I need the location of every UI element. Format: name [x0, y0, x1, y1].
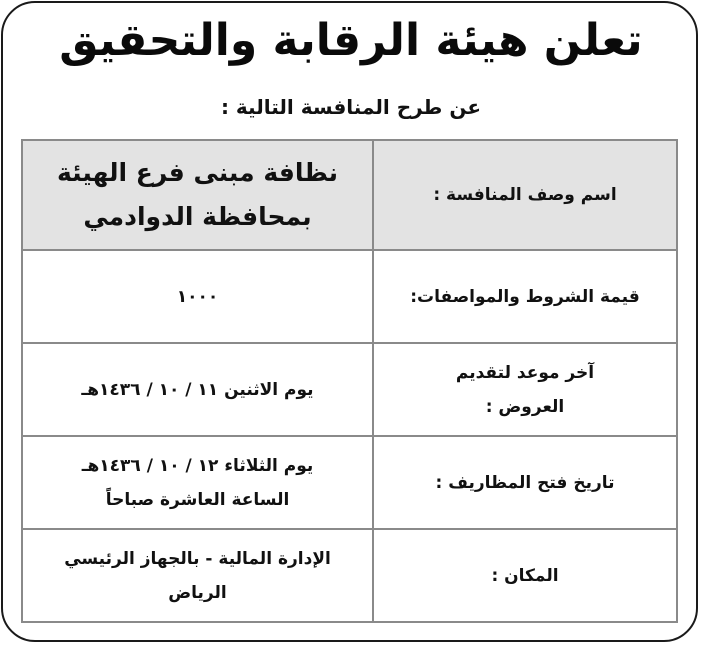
tender-name-line-2: بمحافظة الدوادمي [83, 202, 312, 231]
specs-price-label: قيمة الشروط والمواصفات: [373, 250, 677, 343]
envelope-opening-label: تاريخ فتح المظاريف : [373, 436, 677, 529]
location-value [22, 529, 373, 622]
envelope-opening-value [22, 436, 373, 529]
table-row-submission-deadline [22, 343, 677, 436]
announcement-title: تعلن هيئة الرقابة والتحقيق [59, 15, 643, 66]
announcement-subtitle: عن طرح المنافسة التالية : [220, 95, 482, 119]
table-row-envelope-opening [22, 436, 677, 529]
specs-price-value: ١٠٠٠ [22, 250, 373, 343]
tender-name-value [22, 140, 373, 250]
location-label: المكان : [373, 529, 677, 622]
tender-name-line-1: نظافة مبنى فرع الهيئة [57, 158, 338, 187]
envelope-opening-date: يوم الثلاثاء ١٢ / ١٠ / ١٤٣٦هـ [81, 455, 314, 476]
submission-deadline-value: يوم الاثنين ١١ / ١٠ / ١٤٣٦هـ [22, 343, 373, 436]
submission-deadline-label-line-1: آخر موعد لتقديم [455, 362, 595, 383]
location-line-2: الرياض [168, 582, 227, 603]
envelope-opening-time: الساعة العاشرة صباحاً [105, 489, 290, 510]
tender-name-label: اسم وصف المنافسة : [373, 140, 677, 250]
table-row-tender-name [22, 140, 677, 250]
tender-details-table [21, 139, 678, 623]
table-row-location [22, 529, 677, 622]
table-row-specs-price [22, 250, 677, 343]
submission-deadline-label [373, 343, 677, 436]
submission-deadline-label-line-2: العروض : [485, 396, 565, 417]
location-line-1: الإدارة المالية - بالجهاز الرئيسي [64, 548, 331, 569]
